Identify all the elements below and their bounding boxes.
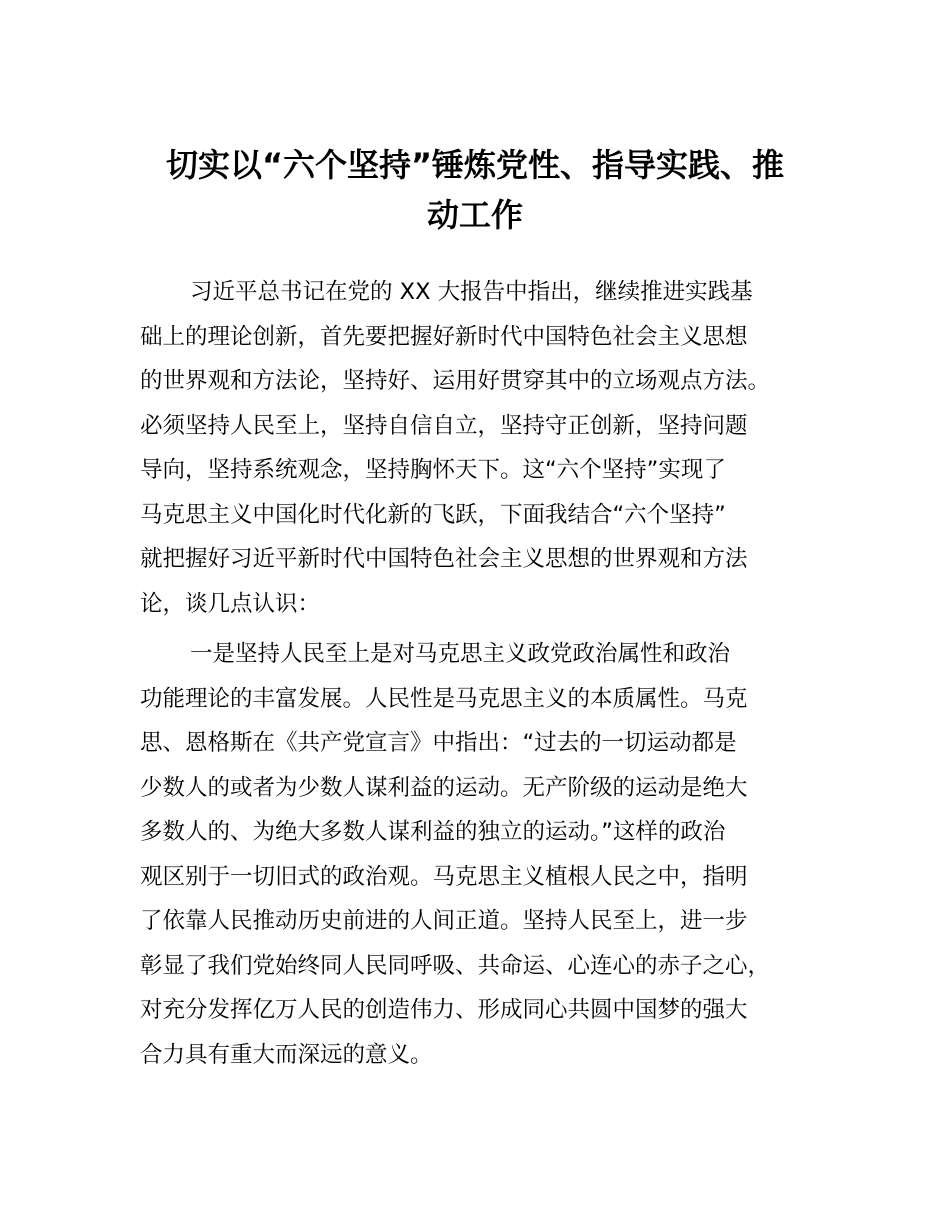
text-line: 功能理论的丰富发展。人民性是马克思主义的本质属性。马克 bbox=[140, 685, 748, 712]
text-line: 了依靠人民推动历史前进的人间正道。坚持人民至上，进一步 bbox=[140, 908, 748, 934]
paragraph-intro bbox=[140, 270, 840, 626]
text-line: 多数人的、为绝大多数人谋利益的独立的运动。”这样的政治 bbox=[140, 819, 726, 845]
text-line: 必须坚持人民至上，坚持自信自立，坚持守正创新，坚持问题 bbox=[140, 412, 748, 439]
title-line: 动工作 bbox=[426, 196, 523, 234]
text-line: 彰显了我们党始终同人民同呼吸、共命运、心连心的赤子之心， bbox=[140, 952, 771, 979]
text-line: 就把握好习近平新时代中国特色社会主义思想的世界观和方法 bbox=[140, 546, 748, 572]
title-line: 切实以“六个坚持”锤炼党性、指导实践、推 bbox=[165, 146, 785, 184]
text-line: 习近平总书记在党的 XX 大报告中指出，继续推进实践基 bbox=[190, 279, 753, 305]
document-title bbox=[140, 140, 810, 240]
text-line: 一是坚持人民至上是对马克思主义政党政治属性和政治 bbox=[190, 641, 731, 667]
text-line: 对充分发挥亿万人民的创造伟力、形成同心共圆中国梦的强大 bbox=[140, 997, 748, 1023]
text-line: 合力具有重大而深远的意义。 bbox=[140, 1041, 433, 1068]
text-line: 少数人的或者为少数人谋利益的运动。无产阶级的运动是绝大 bbox=[140, 774, 748, 801]
text-line: 础上的理论创新，首先要把握好新时代中国特色社会主义思想 bbox=[140, 323, 748, 350]
paragraph-point-one bbox=[140, 632, 840, 1077]
text-line: 的世界观和方法论，坚持好、运用好贯穿其中的立场观点方法。 bbox=[140, 368, 771, 394]
text-line: 思、恩格斯在《共产党宣言》中指出：“过去的一切运动都是 bbox=[140, 730, 737, 756]
text-line: 观区别于一切旧式的政治观。马克思主义植根人民之中，指明 bbox=[140, 863, 748, 890]
text-line: 马克思主义中国化时代化新的飞跃，下面我结合“六个坚持” bbox=[140, 501, 726, 528]
text-line: 导向，坚持系统观念，坚持胸怀天下。这“六个坚持”实现了 bbox=[140, 457, 726, 483]
text-line: 论，谈几点认识： bbox=[140, 590, 321, 617]
